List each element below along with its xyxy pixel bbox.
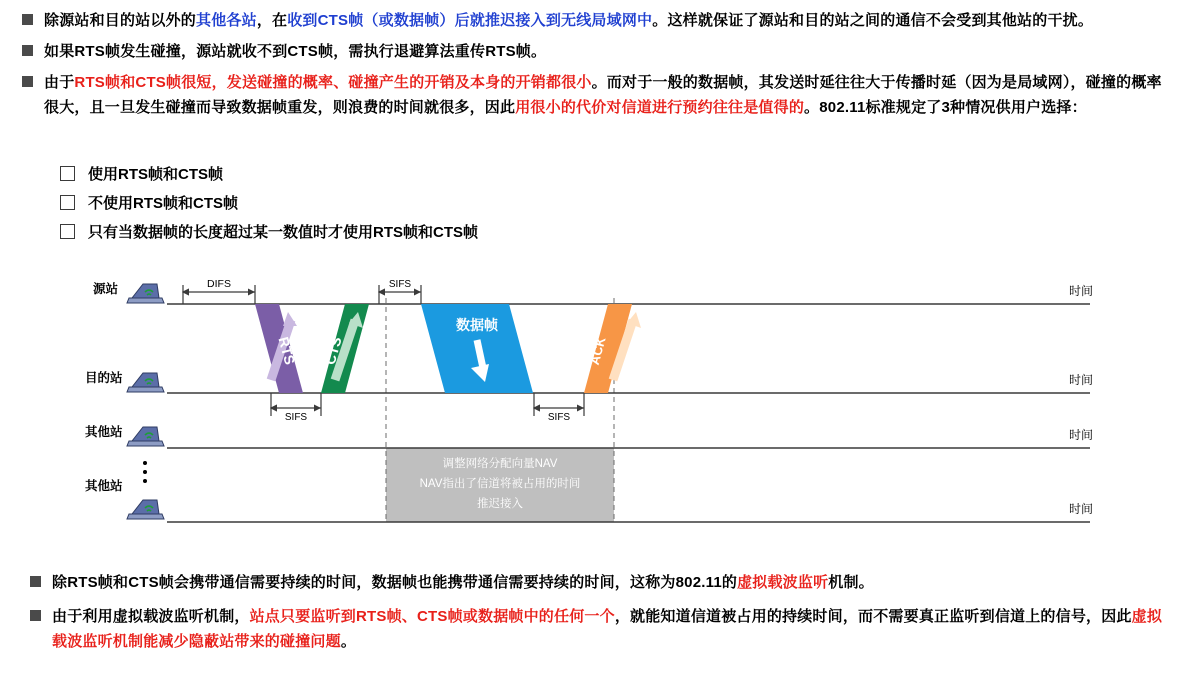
frame-ack-label: ACK	[586, 335, 609, 367]
option-no-rts-cts[interactable]	[60, 192, 478, 213]
frame-cts	[321, 304, 369, 393]
text-run: 机制。	[828, 574, 874, 591]
text-run: ，在	[256, 12, 288, 29]
bullet-text	[52, 604, 1170, 654]
text-run: 虚拟载波监听机制能减少隐蔽站带来的碰撞问题	[52, 608, 1163, 650]
checkbox-icon[interactable]	[60, 224, 75, 239]
text-run: 。这样就保证了源站和目的站之间的通信不会受到其他站的干扰。	[652, 12, 1094, 29]
option-label: 使用RTS帧和CTS帧	[88, 166, 224, 183]
time-label-destination: 时间	[1068, 373, 1093, 387]
text-run: 用很小的代价对信道进行预约往往是值得的	[515, 99, 805, 116]
top-bullet-list	[22, 8, 1162, 126]
option-label: 只有当数据帧的长度超过某一数值时才使用RTS帧和CTS帧	[88, 224, 479, 241]
bullet-item	[30, 570, 1170, 595]
laptop-icon	[127, 284, 164, 303]
bullet-square-icon	[22, 76, 33, 87]
text-run: 。而对于一般的数据帧，其发送时延往往大于传播时延（因为是局域网），碰撞的概率很大，且一旦发生碰撞而导致数据帧重发，则浪费的时间就很多，因此	[44, 74, 1162, 116]
bullet-text	[52, 570, 874, 595]
time-label-other-2: 时间	[1068, 502, 1093, 516]
row-label-source: 源站	[93, 282, 119, 296]
text-run: 除源站和目的站以外的	[44, 12, 197, 29]
text-run: 。	[340, 633, 357, 650]
bullet-item	[30, 604, 1170, 654]
checkbox-icon[interactable]	[60, 166, 75, 181]
laptop-icon	[127, 427, 164, 446]
interval-sifs-top-label: SIFS	[388, 279, 412, 290]
time-label-other-1: 时间	[1068, 428, 1093, 442]
laptop-icon	[127, 500, 164, 519]
text-run: 如果RTS帧发生碰撞，源站就收不到CTS帧，需执行退避算法重传RTS帧。	[44, 43, 547, 60]
bullet-text	[44, 8, 1093, 33]
text-run: RTS帧和CTS帧很短，发送碰撞的概率、碰撞产生的开销及本身的开销都很小	[74, 74, 592, 91]
frame-rts-label: RTS	[275, 335, 299, 367]
bullet-square-icon	[22, 14, 33, 25]
text-run: 收到CTS帧（或数据帧）后就推迟接入到无线局域网中	[287, 12, 653, 29]
text-run: 站点只要监听到RTS帧、CTS帧或数据帧中的任何一个	[249, 608, 615, 625]
interval-sifs-right-label: SIFS	[547, 412, 571, 423]
bullet-square-icon	[22, 45, 33, 56]
bullet-item	[22, 70, 1162, 120]
text-run: 由于利用虚拟载波监听机制，	[52, 608, 250, 625]
option-use-rts-cts[interactable]	[60, 163, 478, 184]
frame-ack	[584, 304, 641, 393]
checkbox-icon[interactable]	[60, 195, 75, 210]
text-run: 其他各站	[196, 12, 257, 29]
text-run: 虚拟载波监听	[737, 574, 829, 591]
frame-data-label: 数据帧	[456, 317, 498, 333]
csma-ca-timing-diagram	[85, 268, 1105, 543]
interval-difs-label: DIFS	[207, 278, 231, 290]
frame-cts-label: CTS	[321, 335, 345, 367]
bullet-square-icon	[30, 576, 41, 587]
laptop-icon	[127, 373, 164, 392]
option-label: 不使用RTS帧和CTS帧	[88, 195, 239, 212]
bottom-bullet-list	[30, 570, 1170, 663]
nav-line-3: 推迟接入	[477, 498, 523, 510]
frame-rts	[255, 304, 303, 393]
frame-data	[421, 304, 533, 393]
bullet-item	[22, 8, 1162, 33]
text-run: 除RTS帧和CTS帧会携带通信需要持续的时间，数据帧也能携带通信需要持续的时间，这称为802.11的	[52, 574, 738, 591]
text-run: ，就能知道信道被占用的持续时间，而不需要真正监听到信道上的信号，因此	[614, 608, 1132, 625]
text-run: 由于	[44, 74, 75, 91]
nav-line-2: NAV指出了信道将被占用的时间	[419, 478, 581, 490]
time-label-source: 时间	[1068, 284, 1093, 298]
nav-line-1: 调整网络分配向量NAV	[442, 458, 558, 470]
text-run: 。802.11标准规定了3种情况供用户选择：	[804, 99, 1087, 116]
option-list	[60, 163, 478, 250]
bullet-item	[22, 39, 1162, 64]
interval-sifs-left-label: SIFS	[284, 412, 308, 423]
row-label-destination: 目的站	[85, 371, 123, 385]
row-label-other-1: 其他站	[85, 425, 123, 439]
bullet-square-icon	[30, 610, 41, 621]
row-label-other-2: 其他站	[85, 479, 123, 493]
bullet-text	[44, 39, 546, 64]
option-threshold[interactable]	[60, 221, 478, 242]
bullet-text	[44, 70, 1162, 120]
vertical-ellipsis	[143, 461, 147, 483]
